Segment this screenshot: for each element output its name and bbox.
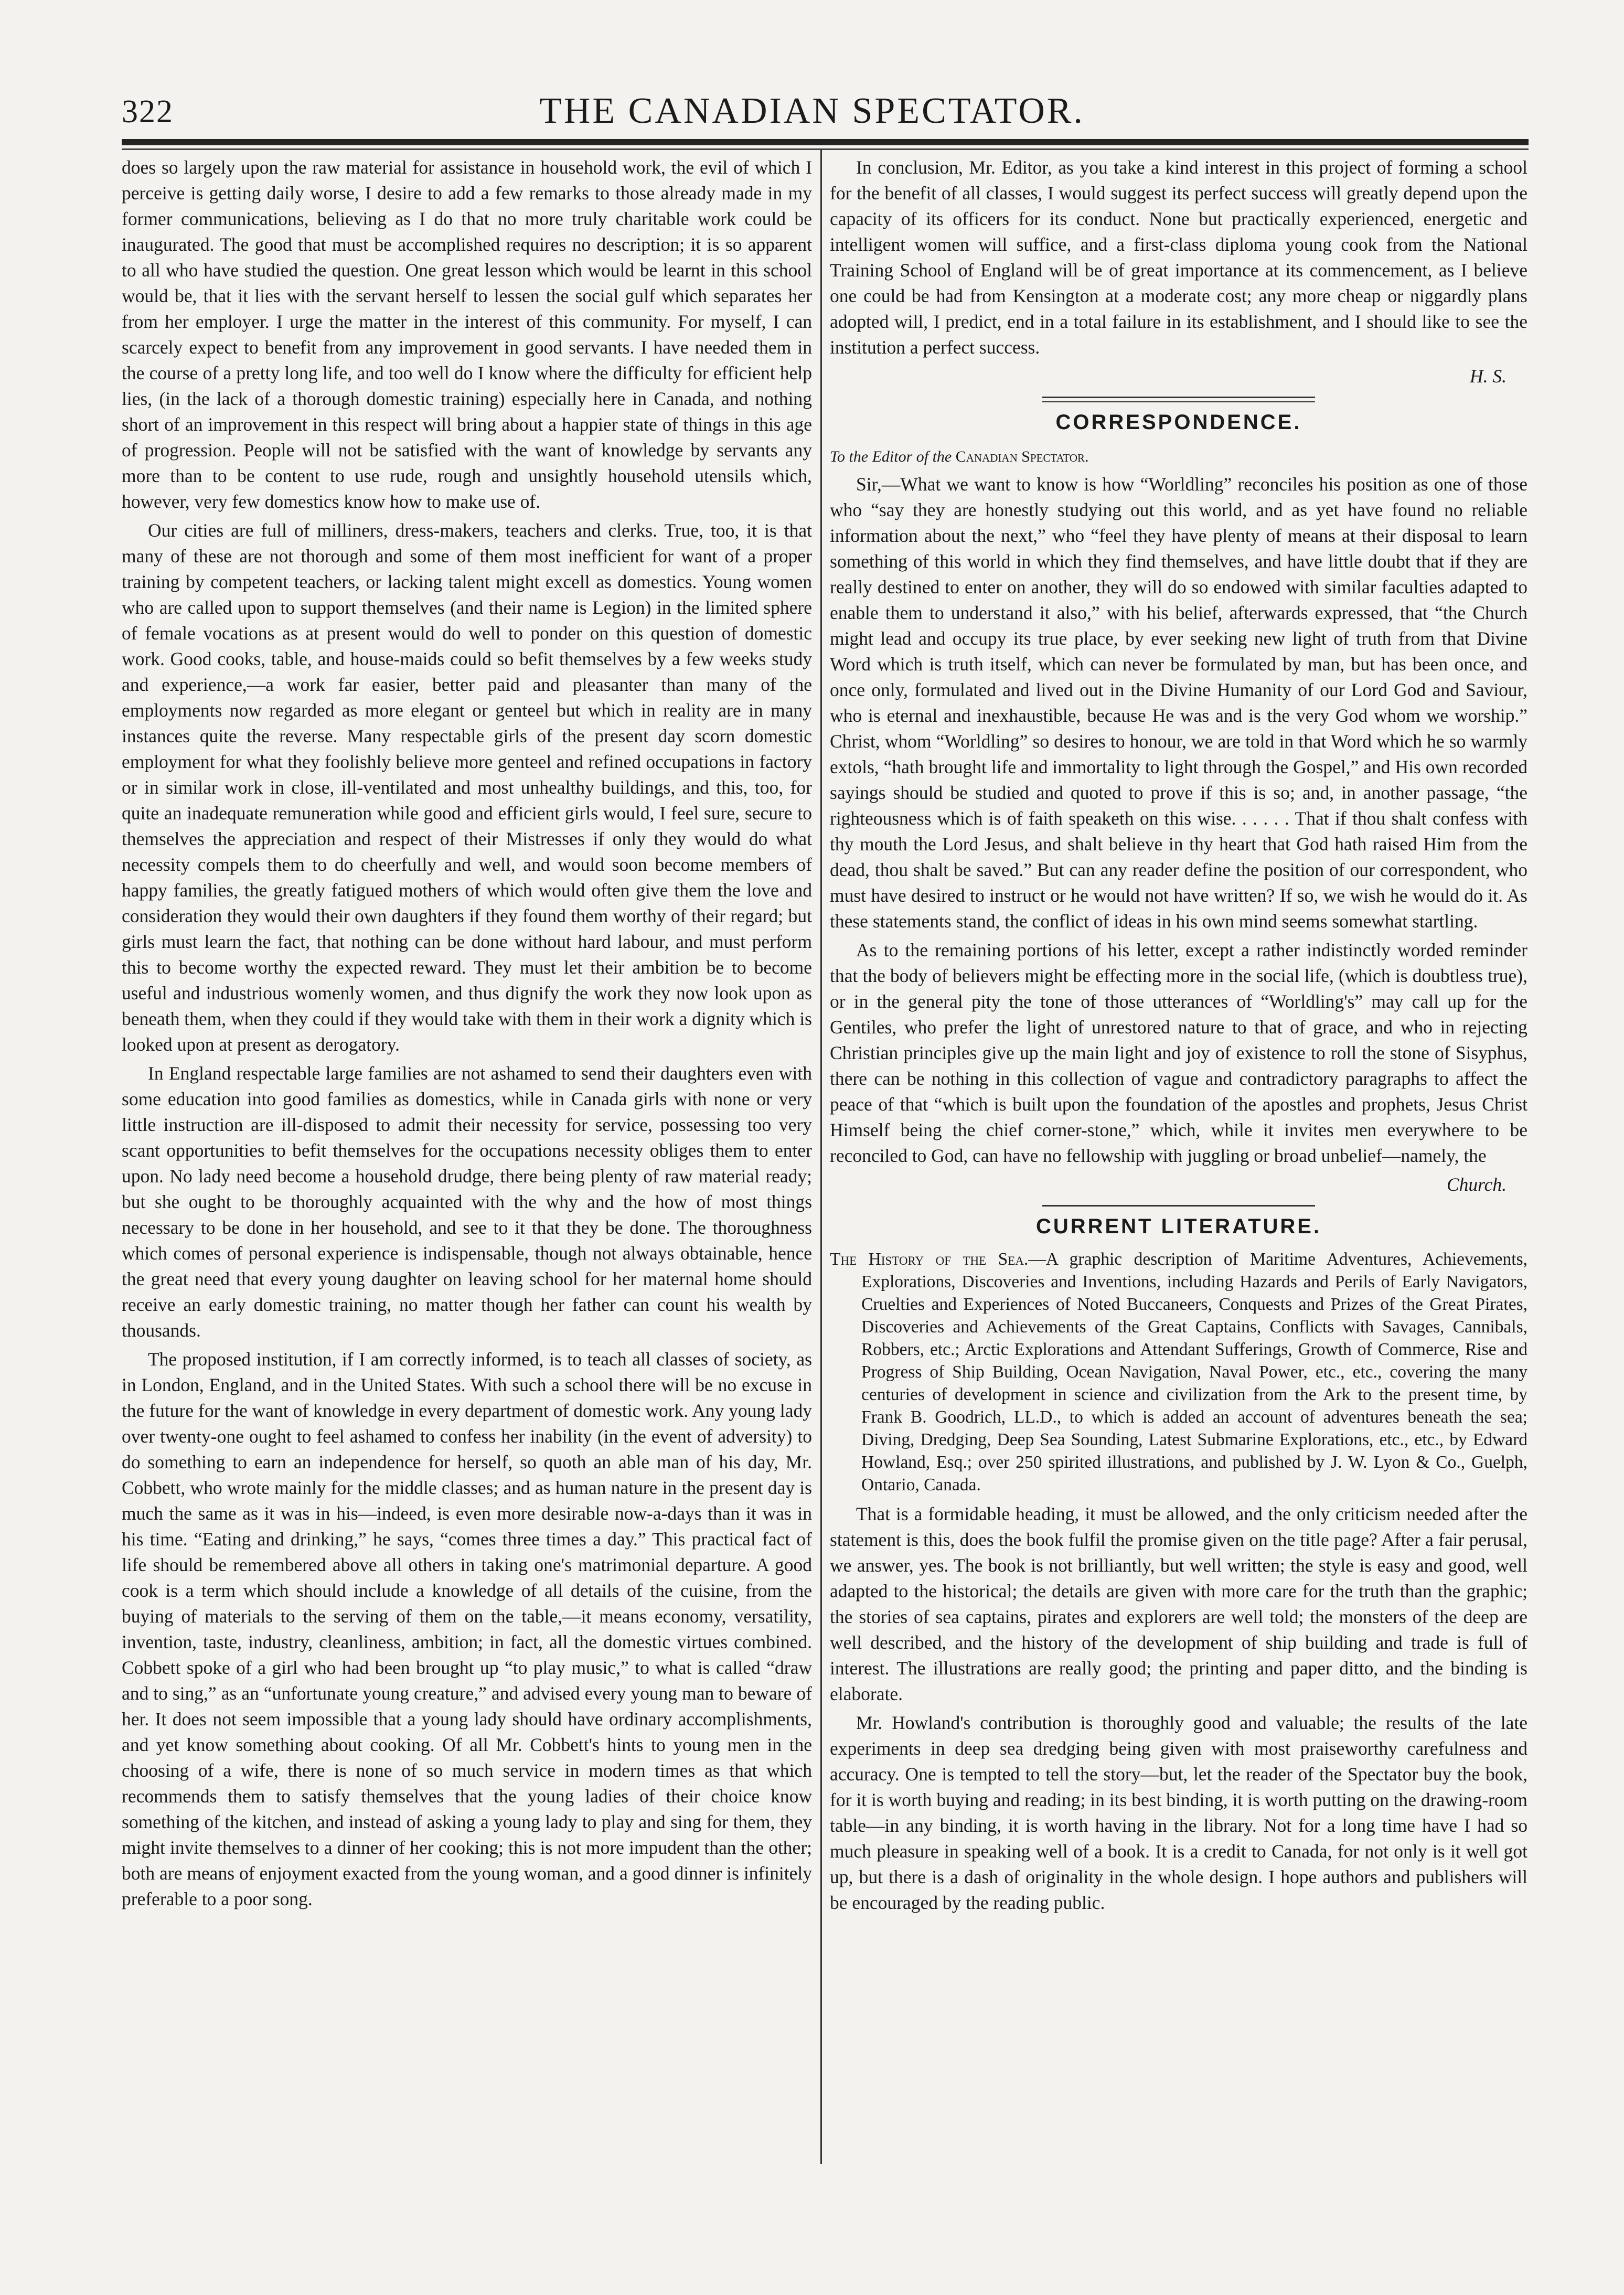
- letter-signature: H. S.: [1469, 366, 1507, 387]
- section-rule: [1042, 1205, 1315, 1207]
- right-column: [830, 155, 1527, 1919]
- correspondence-paragraph: As to the remaining portions of his letter, except a rather indistinctly worded reminder that the body of believers might be effecting more in the social life, (which is doubtless true), or in the general pity the tone of those utterances of “Worldling's” may call up for the Gentiles, who prefer the light of unrestored nature to that of grace, and who in rejecting Christian principles give up the main light and joy of existence to roll the stone of Sisyphus, there can be nothing in this collection of vague and contradictory paragraphs to affect the peace of that “which is built upon the foundation of the apostles and prophets, Jesus Christ Himself being the chief corner-stone,” which, while it invites men everywhere to be reconciled to God, can have no fellowship with juggling or broad unbelief—namely, the: [830, 940, 1527, 1166]
- salutation-paper-name: Canadian Spectator.: [955, 448, 1089, 465]
- book-title: The History of the Sea.: [830, 1250, 1029, 1269]
- current-literature-heading: CURRENT LITERATURE.: [1035, 1215, 1322, 1238]
- left-column: [122, 155, 812, 1915]
- article-paragraph: Our cities are full of milliners, dress-makers, teachers and clerks. True, too, it is that many of these are not thorough and some of them most inefficient for want of a proper training by competent teachers, or lacking talent might excell as domestics. Young women who are called upon to support themselves (and their name is Legion) in the limited sphere of female vocations as at present would do well to ponder on this question of domestic work. Good cooks, table, and house-maids could so befit themselves by a few weeks study and experience,—a work far easier, better paid and pleasanter than many of the employments now regarded as more elegant or genteel but which in reality are in many instances quite the reverse. Many respectable girls of the present day scorn domestic employment for what they foolishly believe more genteel and refined occupations in factory or in similar work in close, ill-ventilated and most unhealthy buildings, and this, too, for quite an inadequate remuneration while good and efficient girls would, I feel sure, secure to themselves the appreciation and respect of their Mistresses if only they would do what necessity compels them to do cheerfully and well, and would soon become members of happy families, the greatly fatigued mothers of which would often give them the love and consideration they would their own daughters if they found them worthy of their regard; but girls must learn the fact, that nothing can be done without hard labour, and must perform this to become worthy the expected reward. They must let their ambition be to become useful and industrious womenly women, and thus dignify the work they now look upon as beneath them, when they could if they would take with them in their work a dignity which is looked upon at present as derogatory.: [122, 520, 812, 1055]
- letter-signature-line: [830, 364, 1527, 389]
- running-head-title: THE CANADIAN SPECTATOR.: [539, 91, 1085, 131]
- salutation-prefix: To the Editor of the: [830, 448, 952, 465]
- correspondence-signature: Church.: [1446, 1174, 1507, 1195]
- correspondence-paragraph: Sir,—What we want to know is how “Worldling” reconciles his position as one of those who “say they are honestly studying out this world, and as yet have found no reliable information about the next,” who “feel they have plenty of means at their disposal to learn something of this world in which they find themselves, and have little doubt that if they are really destined to enter on another, they will do so endowed with similar faculties adapted to enable them to understand it also,” with his belief, afterwards expressed, that “the Church might lead and occupy its true place, by ever seeking new light of truth from that Divine Word which is truth itself, which can never be formulated by man, but has been once, and once only, formulated and lived out in the Divine Humanity of our Lord God and Saviour, who is eternal and inexhaustible, because He was and is the very God whom we worship.” Christ, whom “Worldling” so desires to honour, we are told in that Word which he so warmly extols, “hath brought life and immortality to light through the Gospel,” and His own recorded sayings should be studied and quoted to prove if this is so; and, in another passage, “the righteousness which is of faith speaketh on this wise. . . . . . That if thou shalt confess with thy mouth the Lord Jesus, and shalt believe in thy heart that God hath raised Him from the dead, thou shalt be saved.” But can any reader define the position of our correspondent, who must have desired to instruct or he would not have written? If so, we wish he would do it. As these statements stand, the conflict of ideas in his own mind seems somewhat startling.: [830, 474, 1527, 932]
- article-paragraph: The proposed institution, if I am correctly informed, is to teach all classes of society, as in London, England, and in the United States. With such a school there will be no excuse in the future for the want of knowledge in every department of domestic work. Any young lady over twenty-one ought to feel ashamed to confess her inability (in the event of adversity) to do something to earn an independence for herself, so quoth an able man of his day, Mr. Cobbett, who wrote mainly for the middle classes; and as human nature in the present day is much the same as it was in his—indeed, is even more desirable now-a-days than it was in his time. “Eating and drinking,” he says, “comes three times a day.” This practical fact of life should be remembered above all others in taking one's matrimonial departure. A good cook is a term which should include a knowledge of all details of the cuisine, from the buying of materials to the serving of them on the table,—it means economy, versatility, invention, taste, industry, cleanliness, ambition; in fact, all the domestic virtues combined. Cobbett spoke of a girl who had been brought up “to play music,” to what is called “draw and to sing,” as an “unfortunate young creature,” and advised every young man to beware of her. It does not seem impossible that a young lady should have ordinary accomplishments, and yet know something about cooking. Of all Mr. Cobbett's hints to young men in the choosing of a wife, there is none of so much service in modern times as that which recommends them to satisfy themselves that the young ladies of their choice know something of the kitchen, and instead of asking a young lady to play and sing for them, they might invite themselves to a dinner of her cooking; this is not more impudent than the other; both are means of enjoyment exacted from the young woman, and a good dinner is infinitely preferable to a poor song.: [122, 1349, 812, 1909]
- column-divider: [820, 150, 822, 2164]
- header-rule-thin: [122, 148, 1529, 150]
- review-paragraph: That is a formidable heading, it must be allowed, and the only criticism needed after the statement is this, does the book fulfil the promise given on the title page? After a fair perusal, we answer, yes. The book is not brilliantly, but well written; the style is easy and good, well adapted to the historical; the details are given with more care for the truth than the graphic; the stories of sea captains, pirates and explorers are well told; the monsters of the deep are well described, and the history of the development of ship building and trade is full of interest. The illustrations are really good; the printing and paper ditto, and the binding is elaborate.: [830, 1503, 1527, 1704]
- page-number: 322: [122, 94, 174, 130]
- article-paragraph: does so largely upon the raw material for assistance in household work, the evil of which I perceive is getting daily worse, I desire to add a few remarks to those already made in my former communications, believing as I do that no more truly charitable work could be inaugurated. The good that must be accomplished requires no description; it is so apparent to all who have studied the question. One great lesson which would be learnt in this school would be, that it lies with the servant herself to lessen the social gulf which separates her from her employer. I urge the matter in the interest of this community. For myself, I can scarcely expect to benefit from any improvement in good servants. I have needed them in the course of a pretty long life, and too well do I know where the difficulty for efficient help lies, (in the lack of a thorough domestic training) especially here in Canada, and nothing short of an improvement in this respect will bring about a happier state of things in this age of progression. People will not be satisfied with the want of knowledge by servants any more than to be content to use rude, rough and unsightly household utensils which, however, very few domestics know how to make use of.: [122, 157, 812, 512]
- letter-conclusion-paragraph: In conclusion, Mr. Editor, as you take a kind interest in this project of forming a school for the benefit of all classes, I would suggest its perfect success will greatly depend upon the capacity of its officers for its conduct. None but practically experienced, energetic and intelligent women will suffice, and a first-class diploma young cook from the National Training School of England will be of great importance at its commencement, as I believe one could be had from Kensington at a moderate cost; any more cheap or niggardly plans adopted will, I predict, end in a total failure in its establishment, and I should like to see the institution a perfect success.: [830, 157, 1527, 358]
- header-rule-thick: [122, 139, 1529, 145]
- section-rule: [1042, 397, 1315, 402]
- book-review-heading: [830, 1248, 1527, 1496]
- correspondence-heading: CORRESPONDENCE.: [1055, 411, 1302, 434]
- article-paragraph: In England respectable large families are not ashamed to send their daughters even with some education into good families as domestics, while in Canada girls with none or very little instruction are ill-disposed to admit their necessity for service, possessing too very scant opportunities to befit themselves for the occupations necessity obliges them to enter upon. No lady need become a household drudge, there being plenty of raw material ready; but she ought to be thoroughly acquainted with the why and the how of most things necessary to be done in her household, and see to it that they be done. The thoroughness which comes of personal experience is indispensable, though not always obtainable, hence the great need that every young daughter on leaving school for her maternal home should receive an early domestic training, no matter though her father can count his wealth by thousands.: [122, 1063, 812, 1341]
- book-description: —A graphic description of Maritime Adventures, Achievements, Explorations, Discoveries and Inventions, including Hazards and Perils of Early Navigators, Cruelties and Experiences of Noted Buccaneers, Conquests and Prizes of the Great Pirates, Discoveries and Achievements of the Great Captains, Conflicts with Savages, Cannibals, Robbers, etc.; Arctic Explorations and Attendant Sufferings, Growth of Commerce, Rise and Progress of Ship Building, Ocean Navigation, Naval Power, etc., etc., covering the many centuries of development in science and civilization from the Ark to the present time, by Frank B. Goodrich, LL.D., to which is added an account of adventures beneath the sea; Diving, Dredging, Deep Sea Sounding, Latest Submarine Explorations, etc., etc., by Edward Howland, Esq.; over 250 spirited illustrations, and published by J. W. Lyon & Co., Guelph, Ontario, Canada.: [861, 1250, 1528, 1495]
- review-paragraph: Mr. Howland's contribution is thoroughly good and valuable; the results of the late experiments in deep sea dredging being given with most praiseworthy carefulness and accuracy. One is tempted to tell the story—but, let the reader of the Spectator buy the book, for it is worth buying and reading; in its best binding, it is worth putting on the drawing-room table—in any binding, it is worth having in the library. Not for a long time have I had so much pleasure in speaking well of a book. It is a credit to Canada, for not only is it well got up, but there is a dash of originality in the whole design. I hope authors and publishers will be encouraged by the reading public.: [830, 1712, 1527, 1913]
- correspondence-salutation: [830, 444, 1527, 469]
